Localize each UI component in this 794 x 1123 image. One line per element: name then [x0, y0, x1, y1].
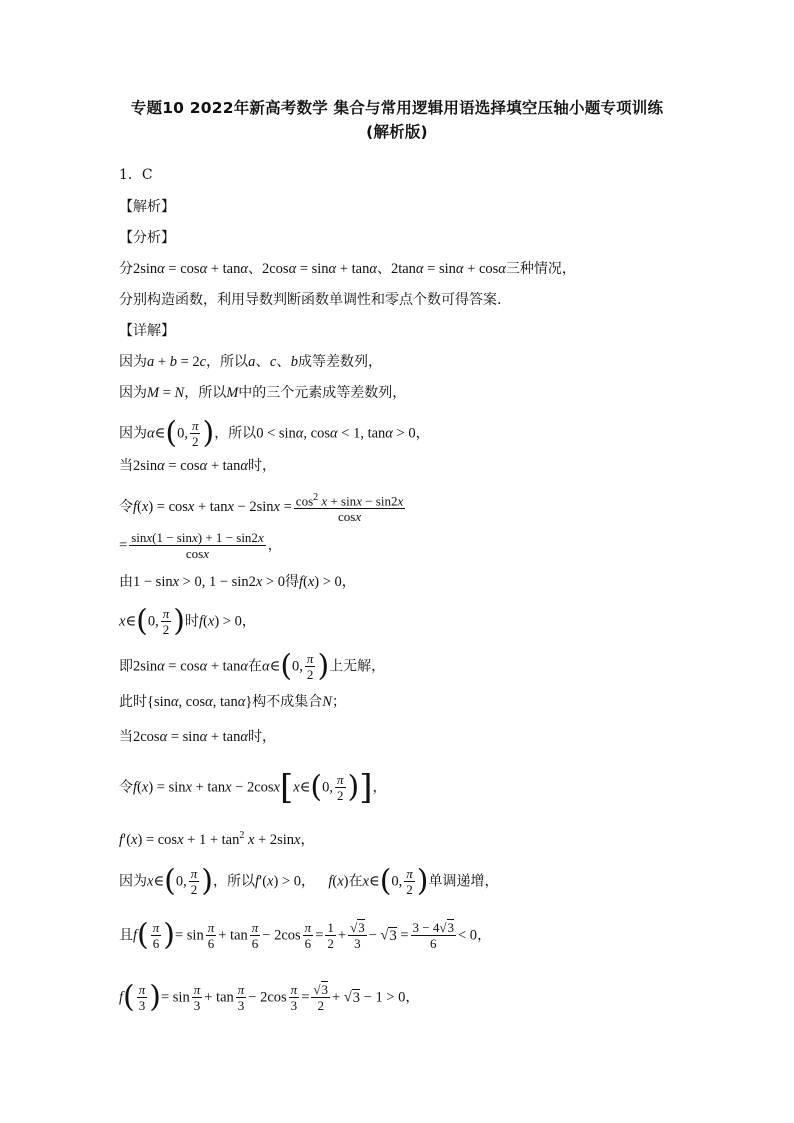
detail-line-1: 因为a + b = 2c，所以a、c、b成等差数列，	[119, 354, 382, 370]
detail-line-12: 令f(x) = sinx + tanx − 2cosx[x∈(0, $\frac{\pi}{2}$ )]，	[119, 767, 387, 808]
detail-line-5: 令f(x) = cosx + tanx − 2sinx = $\frac{\cos^2 x + \sin x - \sin 2x}{\cos x}$	[119, 492, 404, 525]
detail-line-3: 因为α∈(0, $\frac{\pi}{2}$ )，所以0 < sinα, cosα < 1, tanα > 0，	[119, 415, 430, 451]
detail-line-15: 且f( $\frac{\pi}{6}$ )= sin $\frac{\pi}{6}$ + tan $\frac{\pi}{6}$ − 2cos $\frac{\pi}{6}$ = $\frac{1}{2}$ + $\frac{√3}{3}$ − √3 = $\frac{3 - 4√3}{6}$ < 0，	[119, 917, 492, 953]
answer-label: 1．C	[119, 167, 153, 183]
detail-line-7: 由1 − sinx > 0, 1 − sin2x > 0得f(x) > 0，	[119, 574, 356, 590]
detail-line-10: 此时{sinα, cosα, tanα}构不成集合N；	[119, 694, 346, 710]
document-title: 专题10 2022年新高考数学 集合与常用逻辑用语选择填空压轴小题专项训练	[130, 99, 664, 117]
section-fenxi: 【分析】	[119, 230, 175, 246]
detail-line-2: 因为M = N，所以M中的三个元素成等差数列，	[119, 385, 407, 401]
detail-line-8: x∈(0, $\frac{\pi}{2}$ )时f(x) > 0，	[119, 603, 256, 639]
analysis-line-2: 分别构造函数，利用导数判断函数单调性和零点个数可得答案.	[119, 292, 502, 308]
detail-line-11: 当2cosα = sinα + tanα时，	[119, 729, 276, 745]
document-subtitle: (解析版)	[366, 123, 428, 141]
detail-line-16: f( $\frac{\pi}{3}$ )= sin $\frac{\pi}{3}$ + tan $\frac{\pi}{3}$ − 2cos $\frac{\pi}{3}$ = $\frac{√3}{2}$ + √3 − 1 > 0，	[119, 979, 420, 1015]
detail-line-14: 因为x∈(0, $\frac{\pi}{2}$ )，所以f′(x) > 0， f(x)在x∈(0, $\frac{\pi}{2}$ )单调递增，	[119, 863, 499, 899]
detail-line-9: 即2sinα = cosα + tanα在α∈(0, $\frac{\pi}{2}$ )上无解，	[119, 648, 386, 684]
section-xiangjie: 【详解】	[119, 323, 175, 339]
detail-line-6: = $\frac{\sin x(1 - \sin x) + 1 - \sin 2x}{\cos x}$ ，	[119, 530, 282, 561]
detail-line-4: 当2sinα = cosα + tanα时，	[119, 458, 276, 474]
detail-line-13: $f'(x) = \cos x + 1 + \tan^2 x + 2\sin x$，	[119, 830, 315, 848]
section-jiexi: 【解析】	[119, 199, 175, 215]
analysis-line-1: 分2sinα = cosα + tanα、2cosα = sinα + tanα、2tanα = sinα + cosα三种情况，	[119, 261, 576, 277]
